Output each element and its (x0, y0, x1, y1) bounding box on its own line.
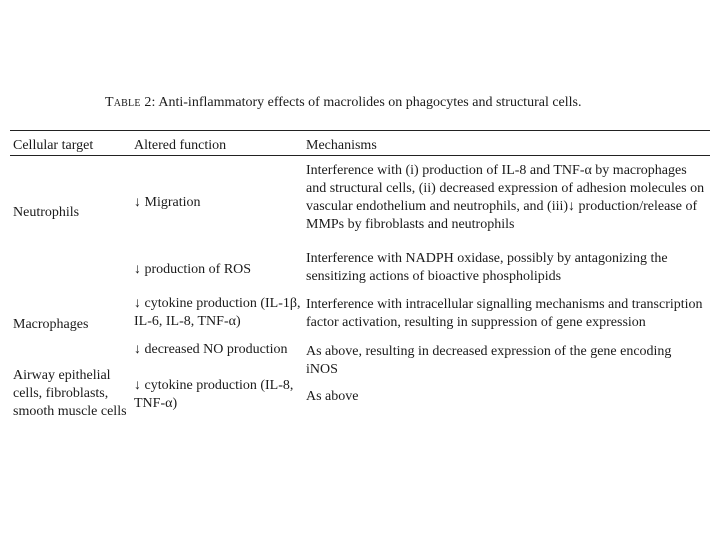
cell-mechanism-ros: Interference with NADPH oxidase, possibly by antagonizing the sensitizing actions of bioactive phospholipids (306, 251, 668, 284)
cell-function-ros: ↓ production of ROS (134, 262, 252, 277)
table-label: Table 2: (105, 95, 156, 110)
cell-mechanism-airway: As above (306, 389, 359, 404)
cell-target-neutrophils: Neutrophils (13, 205, 80, 220)
cell-target-airway-cells: Airway epithelial cells, fibroblasts, smooth muscle cells (13, 368, 127, 419)
cell-target-macrophages: Macrophages (13, 317, 89, 332)
cell-function-airway-cytokines: ↓ cytokine production (IL-8, TNF-α) (134, 378, 294, 411)
cell-mechanism-macrophage-cytokines: Interference with intracellular signalling mechanisms and transcription factor activation, resulting in suppression of gene expression (306, 297, 703, 330)
top-rule (10, 130, 710, 131)
cell-function-macrophage-cytokines: ↓ cytokine production (IL-1β, IL-6, IL-8, TNF-α) (134, 296, 301, 329)
header-rule (10, 155, 710, 156)
cell-mechanism-no: As above, resulting in decreased expression of the gene encoding iNOS (306, 344, 672, 377)
table-caption-text: Anti-inflammatory effects of macrolides on phagocytes and structural cells. (155, 95, 582, 110)
cell-function-migration: ↓ Migration (134, 195, 201, 210)
table-caption (105, 94, 625, 112)
cell-function-no: ↓ decreased NO production (134, 342, 288, 357)
column-header-function: Altered function (134, 138, 227, 153)
column-header-target: Cellular target (13, 138, 94, 153)
column-header-mechanisms: Mechanisms (306, 138, 377, 153)
cell-mechanism-migration: Interference with (i) production of IL-8 and TNF-α by macrophages and structural cells, (ii) decreased expression of adhesion molecules on vascular endothelium and neutrophils, and (iii)↓ production/release of MMPs by fibroblasts and neutrophils (306, 163, 705, 232)
